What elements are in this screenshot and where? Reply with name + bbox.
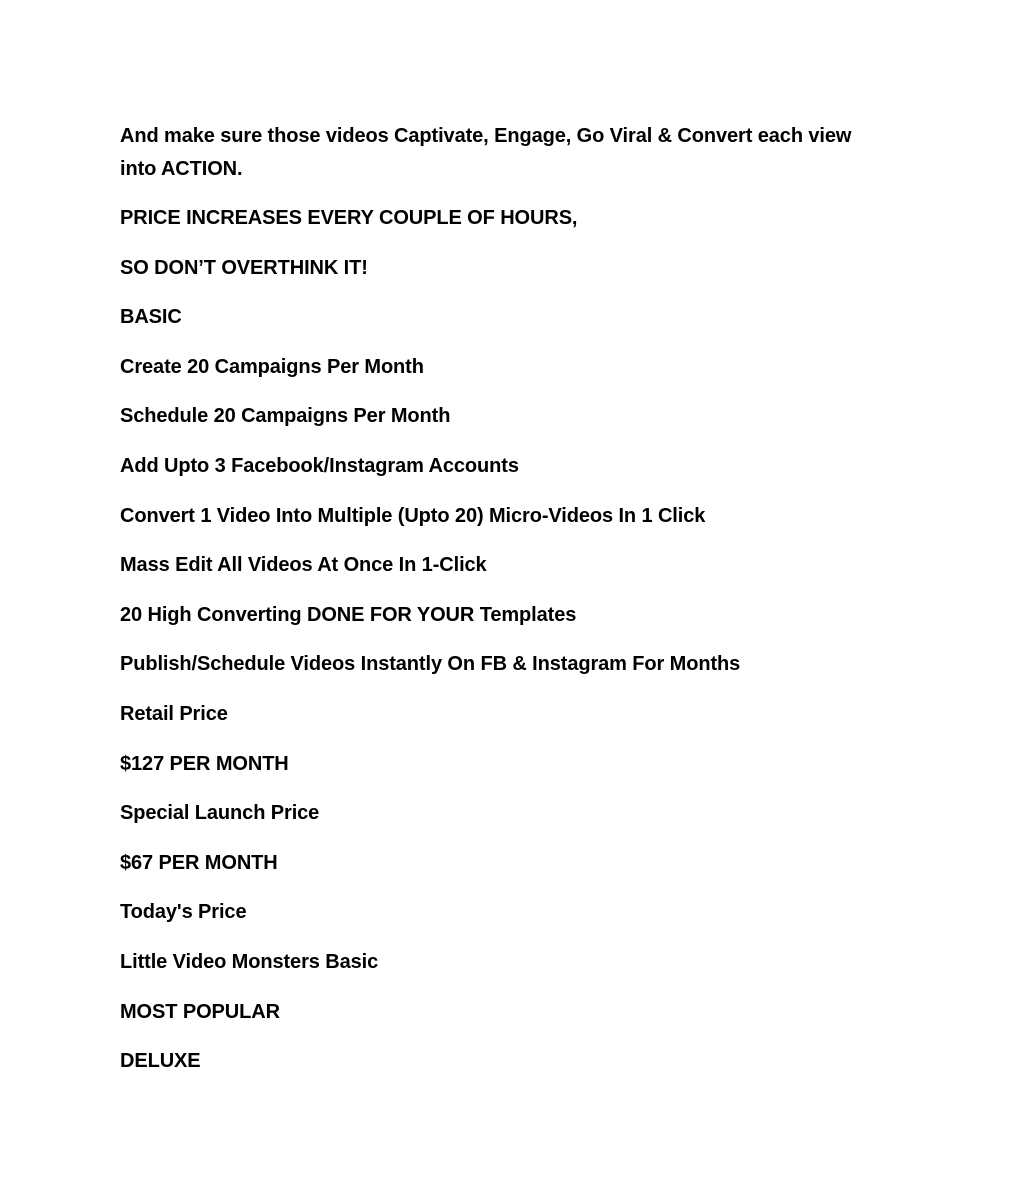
intro-paragraph: And make sure those videos Captivate, Engage, Go Viral & Convert each view into ACTION. bbox=[120, 125, 852, 180]
feature-add-accounts: Add Upto 3 Facebook/Instagram Accounts bbox=[120, 454, 519, 477]
launch-price-value: $67 PER MONTH bbox=[120, 851, 278, 874]
most-popular-label: MOST POPULAR bbox=[120, 1000, 280, 1023]
plan-name-basic: BASIC bbox=[120, 306, 182, 329]
document-body bbox=[120, 120, 890, 1095]
retail-price-value: $127 PER MONTH bbox=[120, 752, 289, 775]
plan-name-deluxe: DELUXE bbox=[120, 1050, 201, 1073]
feature-publish-schedule: Publish/Schedule Videos Instantly On FB & Instagram For Months bbox=[120, 653, 741, 676]
feature-schedule-campaigns: Schedule 20 Campaigns Per Month bbox=[120, 405, 451, 428]
launch-price-label: Special Launch Price bbox=[120, 802, 320, 825]
feature-templates: 20 High Converting DONE FOR YOUR Templates bbox=[120, 603, 577, 626]
product-name-basic: Little Video Monsters Basic bbox=[120, 950, 379, 973]
dont-overthink-notice: SO DON’T OVERTHINK IT! bbox=[120, 256, 368, 279]
feature-create-campaigns: Create 20 Campaigns Per Month bbox=[120, 355, 424, 378]
retail-price-label: Retail Price bbox=[120, 702, 228, 725]
todays-price-label: Today's Price bbox=[120, 901, 247, 924]
feature-mass-edit: Mass Edit All Videos At Once In 1-Click bbox=[120, 554, 487, 577]
feature-convert-video: Convert 1 Video Into Multiple (Upto 20) Micro-Videos In 1 Click bbox=[120, 504, 706, 527]
price-increase-notice: PRICE INCREASES EVERY COUPLE OF HOURS, bbox=[120, 207, 578, 229]
